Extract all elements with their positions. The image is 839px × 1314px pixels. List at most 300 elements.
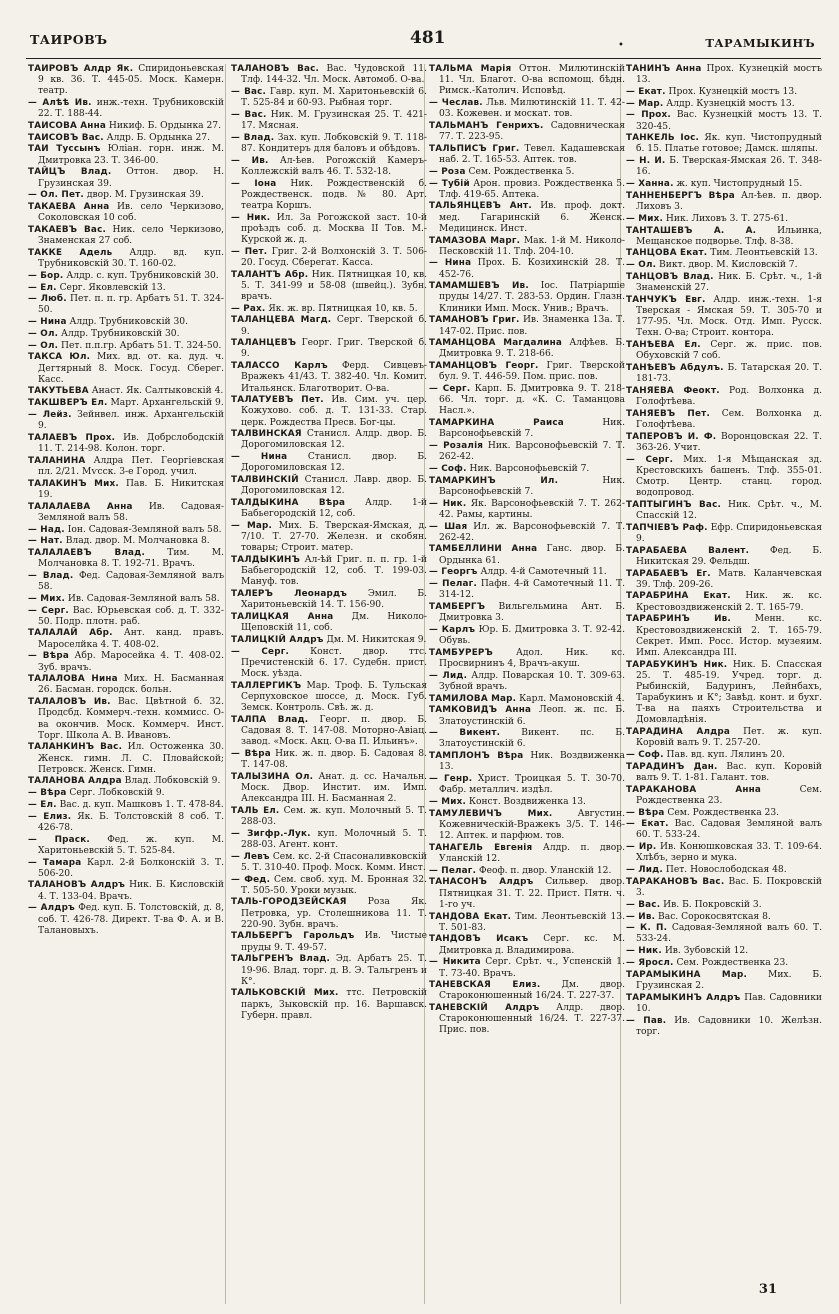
entry-details: Пет. п. п. гр. Арбатъ 51. Т. 324-50. <box>38 294 225 316</box>
directory-entry <box>231 589 427 611</box>
entry-details: Пет. п.п.гр. Арбатъ 51. Т. 324-50. <box>61 340 222 351</box>
directory-entry <box>626 248 822 259</box>
directory-entry <box>626 970 822 992</box>
entry-name: ТАЛАТУЕВЪ Пет. <box>231 395 324 406</box>
entry-name: ТАЛЫЗИНА Ол. <box>231 771 314 782</box>
directory-entry <box>626 762 822 784</box>
entry-details: Мих. Б. Тверская-Ямская, д. 7/10. Т. 27-70. Железн. и скобян. товары; Строит. матер. <box>241 520 427 554</box>
entry-name: ТАМБУРЕРЪ <box>429 647 494 658</box>
header-dot: • <box>618 40 624 51</box>
directory-entry <box>429 843 625 865</box>
directory-entry <box>28 433 224 455</box>
entry-details: Алдр. Б. Ордынка 27. <box>106 132 210 143</box>
entry-name: ТАККЕ Адель <box>28 247 113 258</box>
entry-details: Пав. Садовники 10. <box>636 992 822 1014</box>
directory-entry <box>28 776 224 787</box>
entry-name: ТАМИЛОВА Мар. <box>429 693 517 704</box>
directory-entry <box>626 958 822 969</box>
directory-entry <box>626 727 822 749</box>
directory-entry <box>28 398 224 409</box>
entry-details: Фед. куп. Б. Толстовскій, д. 8, соб. Т. 426-78. Директ. Т-ва Ф. А. и В. Талановыхъ. <box>38 903 225 936</box>
entry-name: — Рах. <box>231 303 266 314</box>
directory-entry <box>429 912 625 934</box>
entry-name: — Нина <box>231 452 288 463</box>
entry-details: Мих. вд. от. ка. дуд. ч. Дегтярный 8. Моск. Госуд. Сберег. Касс. <box>38 352 224 385</box>
entry-details: Пет. ж. куп. Коровій валъ 9. Т. 257-20. <box>636 727 822 749</box>
entry-name: ТАЛЬЯНЦЕВЪ Ант. <box>429 201 532 212</box>
directory-entry <box>626 340 822 362</box>
entry-details: Вас. Юрьевская соб. д. Т. 332-50. Подр. плотн. раб. <box>38 605 224 627</box>
directory-entry <box>429 167 625 178</box>
directory-entry <box>231 270 427 303</box>
entry-name: — Соф. <box>626 750 664 760</box>
directory-entry <box>28 271 224 282</box>
entry-name: ТАНАГЕЛЬ Евгенія <box>429 842 533 853</box>
entry-name: ТАЛАНОВА Алдра <box>28 776 122 787</box>
directory-entry <box>626 591 822 613</box>
entry-name: ТАМУЛЕВИЧЪ Мих. <box>429 808 553 819</box>
entry-details: Менн. кс. Крестовоздвиженскій 2. Т. 165-79. Секрет. Имп. Росс. Истор. музеяим. Имп. Александра III. <box>636 614 822 658</box>
entry-details: Тим. Леонтьевскій 13. Т. 501-83. <box>439 911 625 933</box>
entry-name: ТАЛАССО Карлъ <box>231 361 328 372</box>
entry-name: — Серг. <box>429 384 471 395</box>
directory-entry <box>28 190 224 201</box>
entry-details: Ник. Лиховъ 3. Т. 275-61. <box>665 213 789 224</box>
directory-entry <box>28 628 224 650</box>
entry-details: Ильинка, Мещанское подворье. Тлф. 8-38. <box>636 225 822 247</box>
entry-details: Викент. пс. Б. Златоустинскій 6. <box>439 728 625 750</box>
entry-name: ТАЛАЛАЕВА Анна <box>28 501 133 512</box>
directory-entry <box>231 635 427 646</box>
entry-details: Алдр. Трубниковскій 30. <box>69 317 188 328</box>
entry-name: — Ол. Пет. <box>28 190 84 201</box>
entry-details: Льв. Милютинскій 11. Т. 42-03. Кожевен. и москат. тов. <box>439 98 625 120</box>
entry-details: Серг. Тверской б. 9. <box>241 315 427 337</box>
entry-name: ТАНЦОВЪ Влад. <box>626 271 714 282</box>
directory-entry <box>429 602 625 624</box>
entry-details: Эд. Арбатъ 25. Т. 19-96. Влад. торг. д. В. Э. Тальгренъ и К°. <box>241 954 428 987</box>
entry-name: — Лид. <box>429 670 468 681</box>
entry-name: ТАЛЬМАНЪ Генрихъ. <box>429 120 544 131</box>
entry-details: Ив. Зубовскій 12. <box>664 946 749 957</box>
entry-details: Христ. Троицкая 5. Т. 30-70. Фабр. металлич. издѣл. <box>439 774 625 796</box>
entry-details: Тим. Леонтьевскій 13. <box>710 248 818 259</box>
entry-name: — Ел. <box>28 282 57 293</box>
entry-details: Вильгельмина Ант. Б. Дмитровка 3. <box>439 602 625 624</box>
directory-entry <box>231 715 427 748</box>
entry-details: Станисл. Лавр. двор. Б. Дорогомиловская 12. <box>241 475 427 497</box>
entry-name: — Ол. <box>28 340 59 351</box>
directory-entry <box>626 865 822 876</box>
directory-entry <box>28 697 224 742</box>
entry-name: — Серг. <box>231 646 290 657</box>
entry-details: Ив. Садовая-Земляной валъ 58. <box>67 593 220 604</box>
entry-name: ТАКАЕВЪ Вас. <box>28 224 107 235</box>
directory-entry <box>429 728 625 750</box>
entry-details: Фед. ж. куп. М. Харитоньевскій 5. Т. 525-84. <box>38 834 224 856</box>
entry-details: Анаст. Як. Салтыковскій 4. <box>91 386 224 397</box>
directory-entry <box>231 498 427 520</box>
entry-name: — Ник. <box>626 946 662 957</box>
directory-entry <box>626 912 822 923</box>
directory-entry <box>28 812 224 834</box>
directory-entry <box>429 476 625 498</box>
entry-name: ТАРАМЫКИНЪ Алдръ <box>626 992 741 1003</box>
entry-details: Алдр. двор. Староконюшенный 16/24. Т. 227-37. Прис. пов. <box>439 1003 625 1036</box>
entry-name: ТАНѢЕВЪ Абдулъ. <box>626 362 724 373</box>
entry-name: ТАЛЬПИСЪ Григ. <box>429 143 520 154</box>
entry-name: ТАМАНЦОВЪ Георг. <box>429 361 539 372</box>
directory-entry <box>429 866 625 877</box>
entry-details: Георг. Григ. Тверской б. 9. <box>241 338 427 360</box>
entry-name: ТАНЦОВА Екат. <box>626 248 708 259</box>
entry-details: Сем. Волхонка д. Голофтѣева. <box>636 408 822 430</box>
entry-name: ТАЛВИНСКАЯ <box>231 429 302 440</box>
entry-name: — Роза <box>429 166 466 177</box>
entry-name: — Алѣѣ Ив. <box>28 98 92 109</box>
entry-details: Оттон. Милютинскій 11. Чл. Благот. О-ва вспомощ. бѣдн. Римск.-Католич. Исповѣд. <box>439 64 625 97</box>
entry-details: Сем. ж. куп. Молочный 5. Т. 288-03. <box>241 805 428 827</box>
directory-entry <box>626 523 822 545</box>
entry-details: Ив. Садовники 10. Желѣзн. торг. <box>636 1015 822 1037</box>
entry-name: — Вѣра <box>626 807 665 818</box>
entry-details: Ганс. двор. Б. Ордынка 61. <box>439 544 625 566</box>
directory-entry <box>626 842 822 864</box>
directory-entry <box>429 934 625 956</box>
directory-entry <box>231 829 427 851</box>
directory-entry <box>28 525 224 536</box>
directory-entry <box>429 797 625 808</box>
directory-entry <box>28 674 224 696</box>
entry-name: ТАЛАНОВЪ Вас. <box>231 64 320 74</box>
entry-name: ТАИ Туссынъ <box>28 144 101 155</box>
directory-entry <box>429 121 625 143</box>
entry-details: Пав. вд. куп. Лялинъ 20. <box>666 750 785 760</box>
entry-name: — Никита <box>429 957 481 968</box>
directory-entry <box>626 808 822 819</box>
entry-details: Ив. Сим. уч. цер. Кожухово. соб. д. Т. 131-33. Стар. церк. Рождества Пресв. Бог-цы. <box>241 395 427 428</box>
directory-entry <box>429 98 625 120</box>
entry-details: Сем. Рождественка 5. <box>468 166 575 177</box>
entry-name: ТАРАКАНОВА Анна <box>626 784 762 795</box>
entry-details: Августин. Кожевническій-Вражекъ 3/5. Т. 146-12. Аптек. и парфюм. тов. <box>439 808 625 842</box>
directory-entry <box>626 946 822 957</box>
entry-details: Вас. Садовая Земляной валъ 60. Т. 533-24. <box>636 819 822 841</box>
entry-name: ТАЛАЛАЙ Абр. <box>28 628 113 639</box>
directory-entry <box>429 809 625 842</box>
directory-entry <box>28 167 224 189</box>
entry-name: ТАРАБАЕВА Валент. <box>626 545 750 556</box>
entry-name: ТАРАДИНА Алдра <box>626 727 731 738</box>
directory-entry <box>429 441 625 463</box>
entry-name: — Лейз. <box>28 409 72 420</box>
directory-entry <box>231 429 427 451</box>
signature-mark: 31 <box>758 1282 777 1297</box>
entry-details: Серг. Срѣт. ч., Успенскій 1. Т. 73-40. Врачъ. <box>439 957 626 979</box>
entry-name: — Ир. <box>626 842 657 853</box>
entry-name: — Нина <box>429 258 472 269</box>
entry-name: ТАНКЕЛЬ Іос. <box>626 133 700 144</box>
directory-entry <box>626 660 822 727</box>
entry-details: Род. Волхонка д. Голофтѣева. <box>636 385 822 408</box>
entry-name: ТАНЕВСКІЙ Алдръ <box>429 1003 540 1014</box>
entry-name: ТАЛДЫКИНА Вѣра <box>231 498 346 509</box>
entry-name: — Ив. <box>231 155 269 166</box>
entry-name: — Ол. <box>626 260 657 271</box>
entry-details: Ил. Остоженка 30. Женск. гимн. Л. С. Пловайской; Петровск. Женск. Гимн. <box>38 742 224 775</box>
entry-name: ТАПТЫГИНЪ Вас. <box>626 499 722 510</box>
entry-details: Март. Архангельскій 9. <box>110 398 224 409</box>
entry-details: Ник. Варсонофьевскій 7. <box>439 475 625 497</box>
entry-details: Серг. ж. прис. пов. Обуховскій 7 соб. <box>636 340 822 362</box>
entry-name: ТАЛАЛОВЪ Ив. <box>28 697 111 708</box>
entry-details: Ник. Воздвиженка 13. <box>439 751 625 773</box>
entry-details: Алдр. вд. куп. Трубниковскій 30. Т. 160-02. <box>38 247 224 269</box>
entry-details: Ив. село Черкизово, Соколовская 10 соб. <box>38 202 224 224</box>
entry-name: ТАРАБРИНЪ Ив. <box>626 614 731 625</box>
directory-entry <box>231 954 427 987</box>
entry-details: Пафн. 4-й Самотечный 11. Т. 314-12. <box>439 579 626 601</box>
entry-name: — Елиз. <box>28 811 72 822</box>
entry-name: ТАНИНЪ Анна <box>626 64 702 74</box>
directory-entry <box>28 283 224 294</box>
directory-entry <box>429 499 625 521</box>
directory-entry <box>28 144 224 166</box>
entry-details: Іон. Садовая-Земляной валъ 58. <box>67 524 222 535</box>
directory-entry <box>231 875 427 897</box>
entry-name: — Ник. <box>429 498 467 509</box>
entry-details: Алфѣев. Б. Дмитровка 9. Т. 218-66. <box>439 338 625 360</box>
directory-entry <box>429 236 625 258</box>
entry-details: Юр. Б. Дмитровка 3. Т. 92-42. Обувь. <box>439 624 625 647</box>
entry-name: ТАМБЕЛЛИНИ Анна <box>429 544 538 555</box>
entry-name: — Вас. <box>626 899 661 910</box>
entry-name: — Ник. <box>231 212 271 223</box>
entry-details: Серг. Яковлевскій 13. <box>59 282 166 293</box>
directory-entry <box>626 819 822 841</box>
entry-name: ТАЛАНКИНЪ Вас. <box>28 742 123 753</box>
entry-details: Абр. Маросейка 4. Т. 408-02. Зуб. врачъ. <box>38 651 224 673</box>
entry-details: Прох. Кузнецкій мостъ 13. <box>668 86 798 97</box>
entry-name: — Георгъ <box>429 567 478 578</box>
directory-entry <box>429 384 625 417</box>
entry-details: Вас. д. куп. Машковъ 1. Т. 478-84. <box>59 799 224 810</box>
entry-name: ТАМКОВИДЪ Анна <box>429 705 532 716</box>
entry-details: Сем. Рождественка 23. <box>676 957 789 968</box>
entry-details: Прох. Б. Козихинскій 28. Т. 452-76. <box>439 258 625 280</box>
directory-entry <box>231 475 427 497</box>
entry-details: Ник. село Черкизово, Знаменская 27 соб. <box>38 224 224 247</box>
column-1 <box>28 64 224 937</box>
entry-name: — Мих. <box>429 797 466 807</box>
directory-entry <box>626 260 822 271</box>
directory-entry <box>231 521 427 554</box>
entry-details: Ал-ѣев. п. двор. Лиховъ 3. <box>636 190 822 213</box>
entry-details: ттс. Петровскій паркъ, Зыковскій пр. 16. Варшавск. Губерн. правл. <box>241 988 427 1021</box>
entry-name: — Лид. <box>626 865 663 876</box>
entry-details: Ник. ж. кс. Крестовоздвиженскій 2. Т. 165-79. <box>636 591 822 613</box>
entry-details: Алдр. Кузнецкій мостъ 13. <box>666 98 795 109</box>
directory-entry <box>28 64 224 97</box>
entry-name: ТАРАДИНЪ Дан. <box>626 761 718 772</box>
entry-details: Мак. 1-й М. Николо-Песковскій 11. Тлф. 204-10. <box>439 235 625 257</box>
directory-entry <box>28 835 224 857</box>
entry-name: — Ол. <box>28 328 59 339</box>
entry-name: — Вас. <box>231 86 267 97</box>
entry-name: ТАРАБАЕВЪ Ег. <box>626 568 711 579</box>
entry-name: — Серг. <box>626 454 674 465</box>
column-3 <box>429 64 625 1037</box>
entry-name: ТАЛЬ-ГОРОДЗЕЙСКАЯ <box>231 897 347 908</box>
entry-name: ТАЛАНОВЪ Алдръ <box>28 880 126 891</box>
directory-entry <box>429 522 625 544</box>
directory-entry <box>626 877 822 899</box>
column-4 <box>626 64 822 1038</box>
entry-name: ТАМАНОВЪ Григ. <box>429 315 520 326</box>
directory-entry <box>626 87 822 98</box>
directory-entry <box>429 281 625 314</box>
directory-entry <box>626 900 822 911</box>
directory-entry <box>28 880 224 902</box>
entry-details: Вас. Цвѣтной б. 32. Продсбд. Коммерч.-техн. коммисс. О-ва окончив. Моск. Коммерч. Инст. Торг. Школа А. В. Ивановъ. <box>38 697 224 741</box>
directory-entry <box>626 923 822 945</box>
directory-entry <box>231 87 427 109</box>
entry-name: ТАЛЬБЕРГЪ Гарольдъ <box>231 931 355 942</box>
directory-entry <box>429 64 625 97</box>
entry-details: Конст. Воздвиженка 13. <box>468 797 586 807</box>
entry-details: Ник. Б. Кисловскій 4. Т. 133-04. Врачъ. <box>38 880 224 902</box>
directory-entry <box>28 410 224 432</box>
entry-name: — Викент. <box>429 728 501 739</box>
entry-details: Влад. двор. М. Молчановка 8. <box>65 536 210 547</box>
directory-entry <box>429 671 625 693</box>
directory-entry <box>626 500 822 522</box>
entry-name: ТАЛЬМА Марія <box>429 64 512 74</box>
entry-name: ТАМАРКИНА Раиса <box>429 418 564 429</box>
directory-entry <box>429 144 625 166</box>
entry-details: Ив. Чистые пруды 9. Т. 49-57. <box>241 931 428 953</box>
directory-entry <box>28 606 224 628</box>
entry-details: Конст. двор. ттс. Пречистенскій 6. 17. Судебн. прист. Моск. уѣзда. <box>241 646 427 679</box>
entry-name: ТАПЧІЕВЪ Раф. <box>626 522 708 533</box>
entry-name: ТАКУТЬЕВА <box>28 386 89 397</box>
directory-entry <box>231 452 427 474</box>
entry-details: Адол. Ник. кс. Просвирнинъ 4, Врачъ-акуш. <box>439 647 625 669</box>
entry-name: — Люб. <box>28 294 67 305</box>
entry-name: ТАИСОВЪ Вас. <box>28 132 104 143</box>
entry-name: ТАЛАНИНА <box>28 455 86 466</box>
entry-details: Сем. своб. худ. М. Бронная 32. Т. 505-50. Уроки музык. <box>241 874 427 896</box>
directory-entry <box>231 133 427 155</box>
directory-entry <box>429 705 625 727</box>
directory-entry <box>429 579 625 601</box>
entry-details: Ил. ж. Варсонофьевскій 7. Т. 262-42. <box>439 521 625 543</box>
directory-entry <box>429 361 625 383</box>
entry-name: ТАЛДЫКИНЪ <box>231 555 301 565</box>
entry-details: Прох. Кузнецкій мостъ 13. <box>636 64 823 86</box>
directory-entry <box>626 785 822 807</box>
directory-entry <box>429 179 625 201</box>
entry-details: Мар. Троф. Б. Тульская Серпуховское шоссе, д. Моск. Губ. Земск. Контроль. Свѣ. ж. д. <box>241 680 427 713</box>
entry-details: Роза Як. Петровка, ур. Столешникова 11. Т. 220-90. Зубн. врачъ. <box>241 897 427 930</box>
directory-entry <box>626 409 822 431</box>
entry-details: Эмил. Б. Харитоньевскій 14. Т. 156-90. <box>241 589 428 611</box>
entry-name: — Пелаг. <box>429 865 477 876</box>
entry-details: Воронцовская 22. Т. 363-26. Учит. <box>636 431 822 453</box>
entry-details: Ник. Б. Срѣт. ч., 1-й Знаменскій 27. <box>636 271 822 294</box>
entry-details: Серг. Лобковскій 9. <box>69 788 165 799</box>
directory-entry <box>28 456 224 478</box>
entry-details: Алдр. 1-й Бабьегородскій 12, соб. <box>241 498 427 520</box>
entry-name: ТАНЧУКЪ Евг. <box>626 294 706 305</box>
entry-details: Алдр. п. двор. Уланскій 12. <box>439 842 625 864</box>
entry-name: ТАПЕРОВЪ И. Ф. <box>626 431 717 442</box>
directory-entry <box>231 806 427 828</box>
directory-entry <box>626 569 822 591</box>
entry-details: Леоп. ж. пс. Б. Златоустинскій 6. <box>439 705 625 727</box>
entry-name: ТАНАСОНЪ Алдръ <box>429 877 534 888</box>
entry-details: Ив. Знаменка 13а. Т. 147-02. Прис. пов. <box>439 315 625 337</box>
entry-details: Як. ж. вр. Пятницкая 10, кв. 5. <box>268 303 418 314</box>
entry-details: Станисл. Алдр. двор. Б. Дорогомиловская 12. <box>241 429 427 451</box>
entry-name: — Шая <box>429 521 468 532</box>
entry-name: — Н. И. <box>626 156 666 167</box>
directory-entry <box>28 536 224 547</box>
directory-entry <box>28 294 224 316</box>
directory-entry <box>231 612 427 634</box>
directory-entry <box>429 877 625 910</box>
entry-name: ТАЛАЛОВА Нина <box>28 674 118 685</box>
entry-name: ТАКАЕВА Анна <box>28 202 110 213</box>
entry-details: Фед. Садовая-Земляной валъ 58. <box>38 570 225 593</box>
entry-name: ТАКШВЕРЪ Ел. <box>28 398 108 409</box>
entry-details: Алдр. с. куп. Трубниковскій 30. <box>66 270 219 281</box>
entry-name: — Тамара <box>28 857 82 868</box>
directory-entry <box>429 567 625 578</box>
entry-name: — Левъ <box>231 851 270 862</box>
entry-name: ТАЛЕРЪ Леонардъ <box>231 589 348 600</box>
entry-details: Юліан. горн. инж. М. Дмитровка 23. Т. 346-00. <box>38 144 225 166</box>
entry-name: — Ив. <box>626 911 656 922</box>
entry-name: ТАЙЦЪ Влад. <box>28 167 112 178</box>
directory-entry <box>28 202 224 224</box>
entry-name: ТАНДОВА Екат. <box>429 911 512 922</box>
entry-name: — Вас. <box>231 109 267 120</box>
entry-details: Сильвер. двор. Пятницкая 31. Т. 22. Прист. Пятн. ч. 1-го уч. <box>439 877 626 910</box>
entry-name: ТАЛАЕВЪ Прох. <box>28 432 116 443</box>
entry-name: — Яросл. <box>626 957 674 968</box>
directory-entry <box>28 386 224 397</box>
entry-name: — К. П. <box>626 923 668 934</box>
directory-entry <box>231 361 427 394</box>
entry-name: ТАЛВИНСКІЙ <box>231 475 299 486</box>
directory-entry <box>28 317 224 328</box>
directory-entry <box>28 800 224 811</box>
entry-name: ТАКСА Юл. <box>28 352 91 363</box>
entry-details: куп. Молочный 5. Т. 288-03. Агент. конт. <box>241 828 427 850</box>
entry-name: — Над. <box>28 524 65 535</box>
entry-details: Як. куп. Чистопрудный б. 15. Платье готовое; Дамск. шляпы. <box>636 133 823 155</box>
entry-details: Мих. 1-я Мѣщанская зд. Крестовскихъ башенъ. Тлф. 355-01. Смотр. Центр. станц. город. водопровод. <box>636 454 823 499</box>
entry-details: Влад. Лобковскій 9. <box>124 776 221 787</box>
entry-details: Зах. куп. Лобковскій 9. Т. 118-87. Кондитеръ для баловъ и обѣдовъ. <box>241 132 427 154</box>
entry-details: Сем. Рождественка 23. <box>667 807 780 818</box>
entry-details: Алдр. Трубниковскій 30. <box>61 328 180 339</box>
directory-entry <box>231 681 427 714</box>
entry-details: Тим. М. Молчановка 8. Т. 192-71. Врачъ. <box>38 548 224 570</box>
entry-name: — Соф. <box>429 463 467 474</box>
entry-details: Ив. Садовая-Земляной валъ 58. <box>38 501 224 523</box>
